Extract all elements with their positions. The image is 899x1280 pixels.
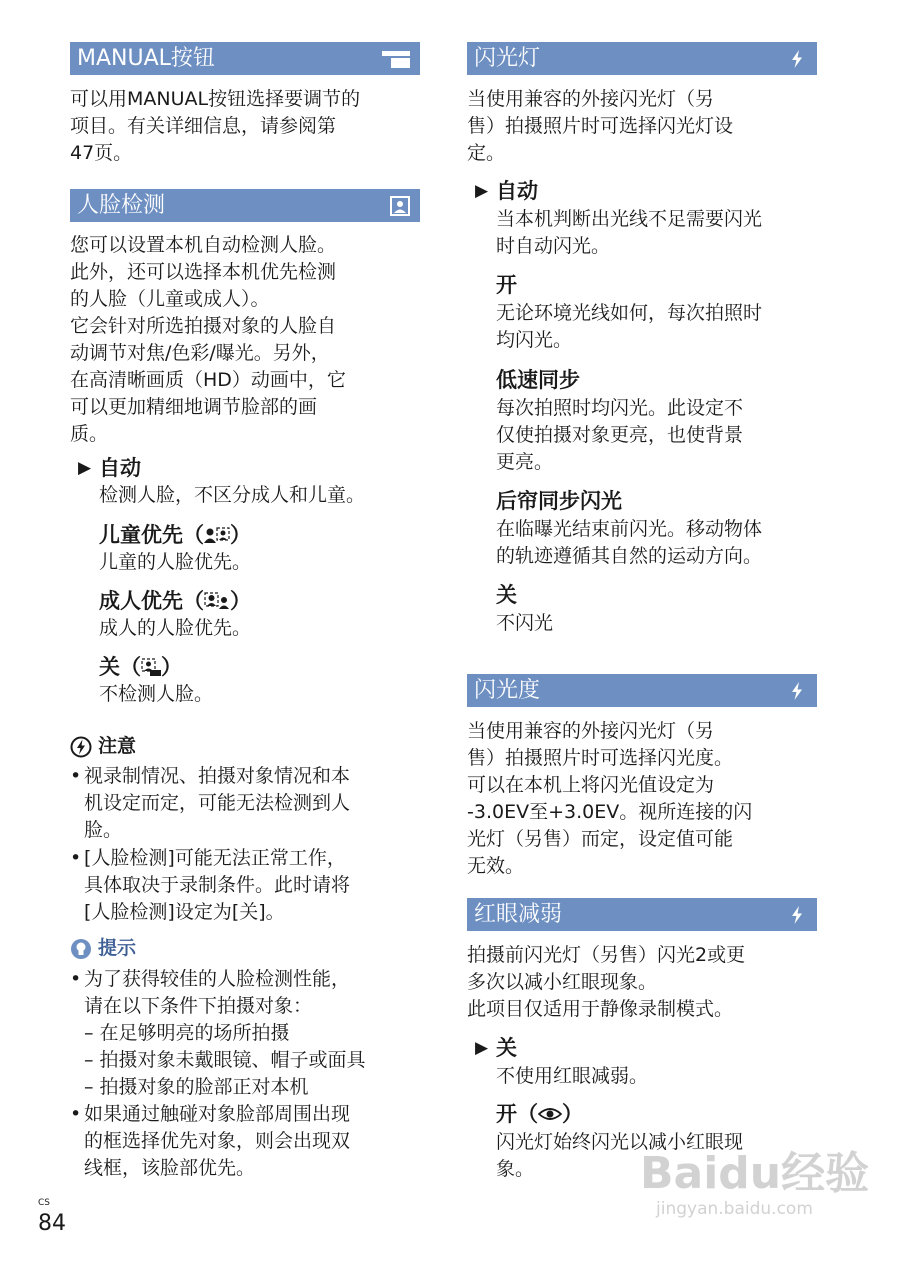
- tips-label: 提示: [98, 937, 137, 959]
- redeye-header: [467, 898, 817, 931]
- flash-option-auto-desc: [496, 206, 762, 260]
- option-label-suffix: ）: [230, 523, 251, 547]
- flash-level-title: 闪光度: [474, 678, 541, 703]
- flash-option-slow-sync-desc: [496, 395, 743, 476]
- text-line: 可以更加精细地调节脸部的画: [70, 396, 318, 418]
- notes-item: • 视录制情况、拍摄对象情况和本 机设定而定，可能无法检测到人 脸。: [70, 763, 350, 844]
- notes-title: [70, 733, 136, 759]
- text-line: 请在以下条件下拍摄对象：: [84, 995, 313, 1017]
- tips-title: [70, 935, 136, 961]
- text-line: 线框，该脸部优先。: [84, 1157, 256, 1179]
- face-option-adult: [99, 588, 251, 614]
- default-marker-icon: ▶: [475, 1038, 489, 1058]
- flash-option-rear-sync-desc: [496, 516, 762, 570]
- tips-subitem: – 拍摄对象未戴眼镜、帽子或面具: [84, 1049, 366, 1071]
- text-line: 您可以设置本机自动检测人脸。: [70, 234, 337, 256]
- redeye-option-on: [496, 1101, 583, 1127]
- text-line: 象。: [496, 1158, 535, 1180]
- text-line: 如果通过触碰对象脸部周围出现: [84, 1103, 351, 1125]
- face-option-child-desc: [99, 549, 251, 576]
- text-line: 此外，还可以选择本机优先检测: [70, 261, 337, 283]
- adult-priority-icon: [204, 592, 230, 610]
- text-line: 项目。有关详细信息，请参阅第: [70, 115, 337, 137]
- face-detection-header: [70, 189, 420, 222]
- text-line: 售）拍摄照片时可选择闪光度。: [467, 747, 734, 769]
- option-label-suffix: ）: [230, 589, 251, 613]
- text-line: [人脸检测]设定为[关]。: [84, 901, 285, 923]
- text-line: 当使用兼容的外接闪光灯（另: [467, 88, 715, 110]
- face-option-auto-desc: [99, 482, 365, 509]
- option-label: 开: [496, 273, 517, 297]
- face-option-off: [99, 654, 182, 680]
- default-marker-icon: ▶: [78, 458, 92, 478]
- face-detection-description: [70, 232, 420, 448]
- flash-icon: [787, 905, 807, 925]
- flash-option-off-desc: [496, 610, 553, 637]
- text-line: 当使用兼容的外接闪光灯（另: [467, 720, 715, 742]
- text-line: 的人脸（儿童或成人）。: [70, 288, 270, 310]
- text-line: 在临曝光结束前闪光。移动物体: [496, 518, 763, 540]
- text-line: 均闪光。: [496, 329, 573, 351]
- text-line: 多次以减小红眼现象。: [467, 971, 658, 993]
- option-label: 开（: [496, 1102, 538, 1126]
- option-label: 关: [496, 1036, 517, 1060]
- option-label: 关（: [99, 655, 141, 679]
- text-line: 具体取决于录制条件。此时请将: [84, 874, 351, 896]
- manual-description: [70, 86, 420, 167]
- text-line: 仅使拍摄对象更亮，也使背景: [496, 424, 744, 446]
- text-line: 它会针对所选拍摄对象的人脸自: [70, 315, 337, 337]
- face-option-off-desc: [99, 681, 213, 708]
- flash-header: [467, 42, 817, 75]
- manual-button-header: [70, 42, 420, 75]
- tips-item: • 为了获得较佳的人脸检测性能， 请在以下条件下拍摄对象：: [70, 966, 350, 1020]
- text-line: 此项目仅适用于静像录制模式。: [467, 998, 734, 1020]
- flash-title: 闪光灯: [474, 46, 541, 71]
- option-label: 关: [496, 583, 517, 607]
- flash-option-rear-sync: [496, 488, 622, 514]
- text-line: [人脸检测]可能无法正常工作，: [84, 847, 346, 869]
- text-line: 检测人脸，不区分成人和儿童。: [99, 484, 366, 506]
- option-label: 自动: [99, 456, 141, 480]
- text-line: 不检测人脸。: [99, 683, 214, 705]
- text-line: 质。: [70, 423, 109, 445]
- face-detection-icon: [390, 196, 410, 216]
- option-label: 自动: [496, 179, 538, 203]
- red-eye-icon: [538, 1106, 562, 1122]
- baidu-jingyan-watermark: [640, 1150, 869, 1220]
- face-detection-title: 人脸检测: [77, 193, 166, 218]
- option-label: 儿童优先（: [99, 523, 204, 547]
- page-number: 84: [38, 1211, 66, 1236]
- text-line: -3.0EV至+3.0EV。视所连接的闪: [467, 801, 753, 823]
- text-line: 当本机判断出光线不足需要闪光: [496, 208, 763, 230]
- text-line: 机设定而定，可能无法检测到人: [84, 792, 351, 814]
- text-line: 时自动闪光。: [496, 235, 611, 257]
- text-line: 的框选择优先对象，则会出现双: [84, 1130, 351, 1152]
- text-line: 光灯（另售）而定，设定值可能: [467, 828, 734, 850]
- flash-description: [467, 86, 817, 167]
- text-line: 拍摄前闪光灯（另售）闪光2或更: [467, 944, 746, 966]
- default-marker-icon: ▶: [475, 181, 489, 201]
- text-line: 售）拍摄照片时可选择闪光灯设: [467, 115, 734, 137]
- text-line: 不闪光: [496, 612, 554, 634]
- face-off-icon: [141, 658, 161, 676]
- manual-button-title: MANUAL按钮: [77, 46, 215, 71]
- watermark-logo: Baidu经验: [640, 1148, 870, 1199]
- face-option-auto: [78, 455, 141, 481]
- option-label-suffix: ）: [161, 655, 182, 679]
- language-code: CS: [38, 1198, 50, 1208]
- flash-option-off: [496, 582, 517, 608]
- text-line: 更亮。: [496, 451, 554, 473]
- text-line: 47页。: [70, 142, 133, 164]
- text-line: 儿童的人脸优先。: [99, 551, 252, 573]
- flash-option-slow-sync: [496, 367, 580, 393]
- tips-subitem: – 拍摄对象的脸部正对本机: [84, 1076, 309, 1098]
- text-line: 动调节对焦/色彩/曝光。另外，: [70, 342, 330, 364]
- flash-level-header: [467, 674, 817, 707]
- option-label: 成人优先（: [99, 589, 204, 613]
- option-label: 后帘同步闪光: [496, 489, 622, 513]
- face-option-adult-desc: [99, 615, 251, 642]
- notes-label: 注意: [98, 735, 137, 757]
- redeye-option-off: [475, 1035, 517, 1061]
- child-priority-icon: [204, 526, 230, 544]
- text-line: 在高清晰画质（HD）动画中，它: [70, 369, 346, 391]
- flash-option-on-desc: [496, 300, 762, 354]
- text-line: 可以在本机上将闪光值设定为: [467, 774, 715, 796]
- option-label: 低速同步: [496, 368, 580, 392]
- text-line: 不使用红眼减弱。: [496, 1065, 649, 1087]
- notes-item: • [人脸检测]可能无法正常工作， 具体取决于录制条件。此时请将 [人脸检测]设定为[关]。: [70, 845, 350, 926]
- text-line: 视录制情况、拍摄对象情况和本: [84, 765, 351, 787]
- redeye-description: [467, 942, 817, 1023]
- watermark-url: jingyan.baidu.com: [656, 1199, 813, 1219]
- text-line: 每次拍照时均闪光。此设定不: [496, 397, 744, 419]
- flash-level-description: [467, 718, 817, 880]
- flash-option-auto: [475, 178, 538, 204]
- text-line: 闪光灯始终闪光以减小红眼现: [496, 1131, 744, 1153]
- text-line: 脸。: [84, 819, 123, 841]
- tip-bulb-icon: [70, 938, 92, 960]
- text-line: 为了获得较佳的人脸检测性能，: [84, 968, 351, 990]
- text-line: 无效。: [467, 855, 525, 877]
- face-option-child: [99, 522, 251, 548]
- text-line: 定。: [467, 142, 506, 164]
- text-line: 的轨迹遵循其自然的运动方向。: [496, 545, 763, 567]
- redeye-title: 红眼减弱: [474, 902, 563, 927]
- flash-icon: [787, 681, 807, 701]
- flash-icon: [787, 49, 807, 69]
- manual-button-icon: [382, 49, 410, 69]
- text-line: 无论环境光线如何，每次拍照时: [496, 302, 763, 324]
- option-label-suffix: ）: [562, 1102, 583, 1126]
- caution-icon: [70, 736, 92, 758]
- text-line: 成人的人脸优先。: [99, 617, 252, 639]
- flash-option-on: [496, 272, 517, 298]
- text-line: 可以用MANUAL按钮选择要调节的: [70, 88, 361, 110]
- tips-subitem: – 在足够明亮的场所拍摄: [84, 1022, 290, 1044]
- redeye-option-off-desc: [496, 1063, 648, 1090]
- tips-item: • 如果通过触碰对象脸部周围出现 的框选择优先对象，则会出现双 线框，该脸部优先。: [70, 1101, 350, 1182]
